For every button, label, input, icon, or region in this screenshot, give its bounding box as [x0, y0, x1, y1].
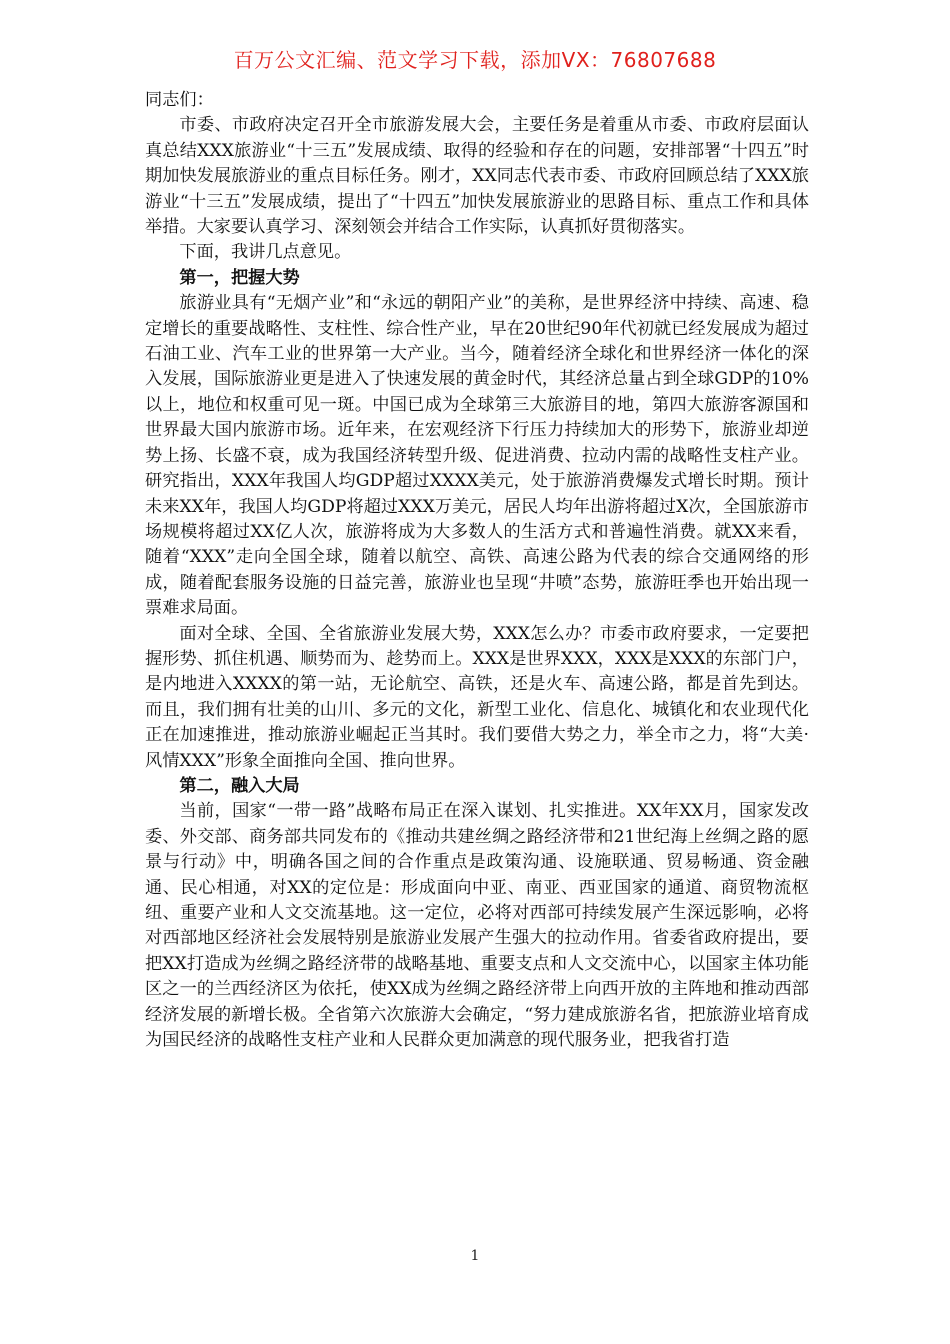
section2-paragraph-1: 当前，国家“一带一路”战略布局正在深入谋划、扎实推进。XX年XX月，国家发改委、外交部、商务部共同发布的《推动共建丝绸之路经济带和21世纪海上丝绸之路的愿景与行动》中，明确各国之间的合作重点是政策沟通、设施联通、贸易畅通、资金融通、民心相通，对XX的定位是：形成面向中亚、南亚、西亚国家的通道、商贸物流枢纽、重要产业和人文交流基地。这一定位，必将对西部可持续发展产生深远影响，必将对西部地区经济社会发展特别是旅游业发展产生强大的拉动作用。省委省政府提出，要把XX打造成为丝绸之路经济带的战略基地、重要支点和人文交流中心，以国家主体功能区之一的兰西经济区为依托，使XX成为丝绸之路经济带上向西开放的主阵地和推动西部经济发展的新增长极。全省第六次旅游大会确定，“努力建成旅游名省，把旅游业培育成为国民经济的战略性支柱产业和人民群众更加满意的现代服务业，把我省打造	[145, 801, 809, 1051]
page-number: 1	[470, 1248, 480, 1264]
document-body	[145, 88, 809, 1053]
section1-paragraph-2: 面对全球、全国、全省旅游业发展大势，XXX怎么办？市委市政府要求，一定要把握形势、抓住机遇、顺势而为、趁势而上。XXX是世界XXX，XXX是XXX的东部门户，是内地进入XXXX的第一站，无论航空、高铁，还是火车、高速公路，都是首先到达。而且，我们拥有壮美的山川、多元的文化，新型工业化、信息化、城镇化和农业现代化正在加速推进，推动旅游业崛起正当其时。我们要借大势之力，举全市之力，将“大美·风情XXX”形象全面推向全国、推向世界。	[145, 623, 809, 771]
intro-transition: 下面，我讲几点意见。	[179, 242, 352, 263]
section-heading-2: 第二，融入大局	[179, 775, 300, 796]
salutation: 同志们：	[145, 90, 214, 110]
section1-paragraph-1: 旅游业具有“无烟产业”和“永远的朝阳产业”的美称，是世界经济中持续、高速、稳定增长的重要战略性、支柱性、综合性产业，早在20世纪90年代初就已经发展成为超过石油工业、汽车工业的世界第一大产业。当今，随着经济全球化和世界经济一体化的深入发展，国际旅游业更是进入了快速发展的黄金时代，其经济总量占到全球GDP的10%以上，地位和权重可见一斑。中国已成为全球第三大旅游目的地，第四大旅游客源国和世界最大国内旅游市场。近年来，在宏观经济下行压力持续加大的形势下，旅游业却逆势上扬、长盛不衰，成为我国经济转型升级、促进消费、拉动内需的战略性支柱产业。研究指出，XXX年我国人均GDP超过XXXX美元，处于旅游消费爆发式增长时期。预计未来XX年，我国人均GDP将超过XXX万美元，居民人均年出游将超过X次，全国旅游市场规模将超过XX亿人次，旅游将成为大多数人的生活方式和普遍性消费。就XX来看，随着“XXX”走向全国全球，随着以航空、高铁、高速公路为代表的综合交通网络的形成，随着配套服务设施的日益完善，旅游业也呈现“井喷”态势，旅游旺季也开始出现一票难求局面。	[145, 293, 809, 619]
section-heading-1: 第一，把握大势	[179, 267, 300, 288]
intro-paragraph: 市委、市政府决定召开全市旅游发展大会，主要任务是着重从市委、市政府层面认真总结XXX旅游业“十三五”发展成绩、取得的经验和存在的问题，安排部署“十四五”时期加快发展旅游业的重点目标任务。刚才，XX同志代表市委、市政府回顾总结了XXX旅游业“十三五”发展成绩，提出了“十四五”加快发展旅游业的思路目标、重点工作和具体举措。大家要认真学习、深刻领会并结合工作实际，认真抓好贯彻落实。	[145, 115, 809, 238]
header-banner: 百万公文汇编、范文学习下载，添加VX：76807688	[233, 48, 717, 72]
